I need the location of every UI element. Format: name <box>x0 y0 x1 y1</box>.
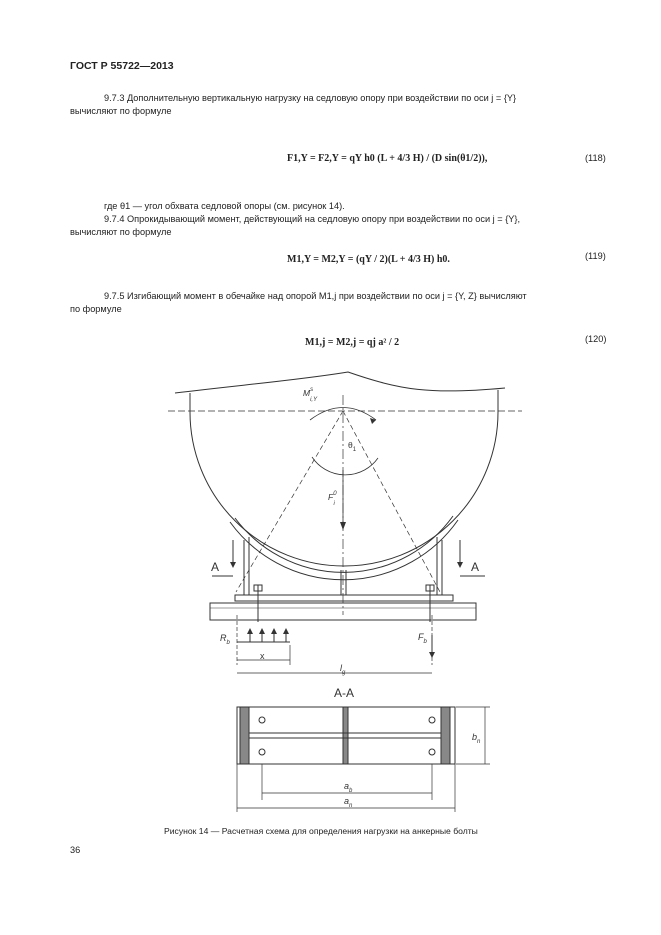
label-section-right: A <box>471 560 480 574</box>
para-973-line2: вычисляют по формуле <box>70 106 172 116</box>
label-section-left: A <box>211 560 220 574</box>
label-force: $F^0$ i <box>328 491 337 507</box>
page-header: ГОСТ Р 55722—2013 <box>70 60 174 72</box>
para-974-line2: вычисляют по формуле <box>70 227 172 237</box>
label-fb: $F_b$ <box>418 632 427 645</box>
label-an: $a_n$ <box>344 796 353 809</box>
label-rb: $R_b$ <box>220 633 230 646</box>
para-974-line1: 9.7.4 Опрокидывающий момент, действующий на седловую опору при воздействии по оси j = {Y}, <box>104 214 521 224</box>
para-where-theta: где θ1 — угол обхвата седловой опоры (см. рисунок 14). <box>104 201 345 211</box>
vessel-shell <box>190 412 498 566</box>
label-theta: $\theta_1$ <box>348 440 357 453</box>
para-975-line1: 9.7.5 Изгибающий момент в обечайке над опорой M1,j при воздействии по оси j = {Y, Z} вычисляют <box>104 291 527 301</box>
equation-119-number: (119) <box>585 251 606 261</box>
label-ab: $a_b$ <box>344 781 353 794</box>
label-moment: $M^s$ i,Y <box>303 387 318 403</box>
equation-118-number: (118) <box>585 153 606 163</box>
vessel-break-line <box>175 372 505 393</box>
page-number: 36 <box>70 845 81 855</box>
label-x: x <box>260 651 265 661</box>
equation-119: M1,Y = M2,Y = (qY / 2)(L + 4/3 H) h0. <box>287 254 450 265</box>
label-lb: $l_g$ <box>340 663 346 676</box>
equation-120: M1,j = M2,j = qj a² / 2 <box>305 337 400 348</box>
label-bn: $b_n$ <box>472 732 481 745</box>
figure-caption: Рисунок 14 — Расчетная схема для определения нагрузки на анкерные болты <box>164 826 478 836</box>
para-975-line2: по формуле <box>70 304 122 314</box>
equation-118: F1,Y = F2,Y = qY h0 (L + 4/3 H) / (D sin(θ1/2)), <box>287 153 488 164</box>
equation-120-number: (120) <box>585 334 607 344</box>
label-section-aa: A-A <box>334 686 355 700</box>
para-973-line1: 9.7.3 Дополнительную вертикальную нагрузку на седловую опору при воздействии по оси j = {Y} <box>104 93 517 103</box>
